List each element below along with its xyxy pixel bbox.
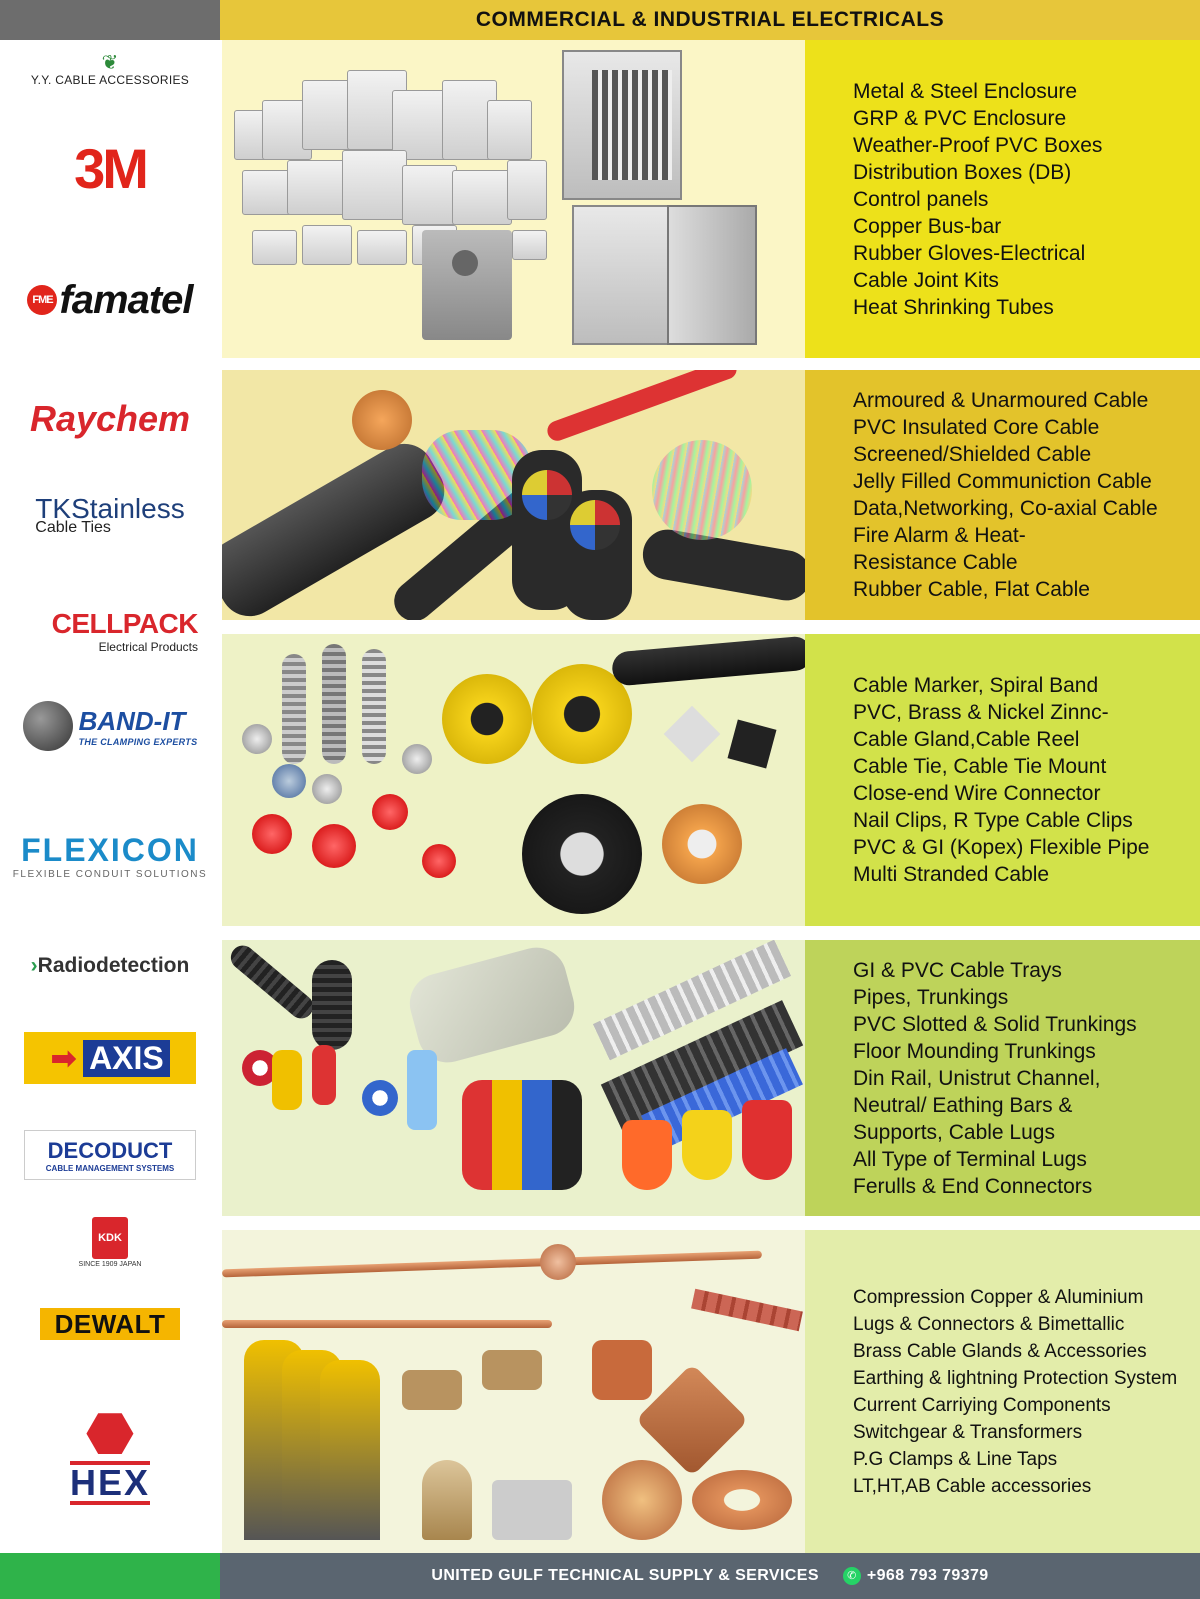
list-item: Data,Networking, Co-axial Cable [853, 497, 1158, 520]
brand-radiodetection [0, 946, 220, 986]
list-item: Copper Bus-bar [853, 214, 1002, 238]
list-item: Jelly Filled Communiction Cable [853, 470, 1152, 493]
brand-bandit [0, 694, 220, 758]
list-item: Nail Clips, R Type Cable Clips [853, 809, 1133, 832]
list-item: Compression Copper & Aluminium [853, 1286, 1144, 1308]
whatsapp-icon: ✆ [843, 1567, 861, 1585]
list-item: PVC Insulated Core Cable [853, 416, 1100, 439]
famatel-label: famatel [59, 277, 193, 322]
hex-logo-icon: ⬣ [85, 1401, 135, 1464]
list-item: Floor Mounding Trunkings [853, 1039, 1096, 1063]
glands-list [805, 634, 1200, 926]
list-item: Cable Joint Kits [853, 268, 999, 292]
section-earthing [222, 1230, 1200, 1553]
decoduct-sub: CABLE MANAGEMENT SYSTEMS [45, 1163, 175, 1173]
axis-label: AXIS [83, 1040, 170, 1077]
brand-yy-label: Y.Y. CABLE ACCESSORIES [30, 73, 190, 87]
tks-sub: Cable Ties [35, 519, 111, 536]
list-item: Brass Cable Glands & Accessories [853, 1340, 1147, 1362]
cables-image [222, 370, 805, 620]
list-item: Cable Marker, Spiral Band [853, 674, 1099, 697]
brand-kdk [0, 1212, 220, 1274]
list-item: Resistance Cable [853, 551, 1018, 574]
section-cables [222, 370, 1200, 620]
list-item: GRP & PVC Enclosure [853, 106, 1067, 130]
trays-image [222, 940, 805, 1216]
brand-hex [0, 1400, 220, 1510]
brand-column [0, 40, 220, 1553]
earthing-image [222, 1230, 805, 1553]
trays-list [805, 940, 1200, 1216]
list-item: Supports, Cable Lugs [853, 1120, 1055, 1144]
globe-icon [23, 701, 73, 751]
list-item: GI & PVC Cable Trays [853, 958, 1062, 982]
brand-cellpack [0, 606, 220, 656]
page-title: COMMERCIAL & INDUSTRIAL ELECTRICALS [220, 0, 1200, 40]
bandit-label: BAND-IT [78, 705, 186, 736]
list-item: Earthing & lightning Protection System [853, 1367, 1178, 1389]
list-item: Metal & Steel Enclosure [853, 79, 1078, 103]
brand-famatel [0, 268, 220, 332]
earthing-list [805, 1230, 1200, 1553]
footer-left-bar [0, 1553, 220, 1599]
hex-label: HEX [69, 1462, 151, 1503]
tree-icon: ❦ [101, 52, 119, 74]
list-item: Cable Gland,Cable Reel [853, 728, 1080, 751]
kdk-badge: KDK [92, 1217, 128, 1259]
list-item: Lugs & Connectors & Bimettallic [853, 1313, 1125, 1335]
cellpack-sub: Electrical Products [98, 640, 198, 654]
list-item: Heat Shrinking Tubes [853, 295, 1054, 319]
tks-label: TKStainless [35, 493, 185, 524]
list-item: Weather-Proof PVC Boxes [853, 133, 1103, 157]
phone-number[interactable]: +968 793 79379 [866, 1567, 989, 1584]
list-item: PVC Slotted & Solid Trunkings [853, 1012, 1137, 1036]
section-trays [222, 940, 1200, 1216]
glands-image [222, 634, 805, 926]
list-item: Current Carriying Components [853, 1394, 1111, 1416]
brand-tkstainless [0, 488, 220, 542]
dewalt-label: DEWALT [40, 1308, 180, 1340]
cellpack-label: CELLPACK [51, 608, 198, 639]
list-item: PVC, Brass & Nickel Zinnc- [853, 701, 1109, 724]
list-item: Switchgear & Transformers [853, 1421, 1083, 1443]
list-item: LT,HT,AB Cable accessories [853, 1475, 1092, 1497]
list-item: Rubber Gloves-Electrical [853, 241, 1086, 265]
list-item: Distribution Boxes (DB) [853, 160, 1072, 184]
enclosures-image [222, 40, 805, 358]
brand-flexicon [0, 830, 220, 882]
list-item: Multi Stranded Cable [853, 863, 1050, 886]
list-item: Fire Alarm & Heat- [853, 524, 1026, 547]
list-item: Armoured & Unarmoured Cable [853, 389, 1149, 412]
brand-axis [0, 1030, 220, 1086]
list-item: Din Rail, Unistrut Channel, [853, 1066, 1101, 1090]
brand-decoduct [0, 1128, 220, 1182]
list-item: Neutral/ Eathing Bars & [853, 1093, 1073, 1117]
list-item: All Type of Terminal Lugs [853, 1147, 1087, 1171]
list-item: Rubber Cable, Flat Cable [853, 578, 1090, 601]
bandit-sub: THE CLAMPING EXPERTS [78, 736, 198, 747]
list-item: Close-end Wire Connector [853, 782, 1101, 805]
chevron-right-icon: › [30, 954, 38, 977]
brand-3m: 3M [74, 136, 146, 200]
decoduct-label: DECODUCT [47, 1137, 173, 1163]
list-item: Ferulls & End Connectors [853, 1174, 1093, 1198]
radiodetection-label: Radiodetection [37, 954, 190, 977]
brand-yy-cable [0, 40, 220, 100]
brand-dewalt [0, 1304, 220, 1344]
list-item: P.G Clamps & Line Taps [853, 1448, 1058, 1470]
list-item: Screened/Shielded Cable [853, 443, 1092, 466]
famatel-badge: FME [27, 285, 57, 315]
flexicon-sub: FLEXIBLE CONDUIT SOLUTIONS [12, 869, 208, 880]
arrow-right-icon: ➡ [50, 1040, 78, 1076]
header-left-bar [0, 0, 220, 40]
kdk-sub: SINCE 1909 JAPAN [78, 1261, 142, 1268]
section-glands [222, 634, 1200, 926]
flexicon-label: FLEXICON [21, 832, 199, 868]
brand-raychem: Raychem [29, 398, 191, 439]
section-enclosures [222, 40, 1200, 358]
company-name: UNITED GULF TECHNICAL SUPPLY & SERVICES [431, 1567, 819, 1584]
list-item: PVC & GI (Kopex) Flexible Pipe [853, 836, 1150, 859]
footer [220, 1553, 1200, 1599]
list-item: Pipes, Trunkings [853, 985, 1009, 1009]
cables-list [805, 370, 1200, 620]
enclosures-list [805, 40, 1200, 358]
list-item: Control panels [853, 187, 989, 211]
list-item: Cable Tie, Cable Tie Mount [853, 755, 1107, 778]
